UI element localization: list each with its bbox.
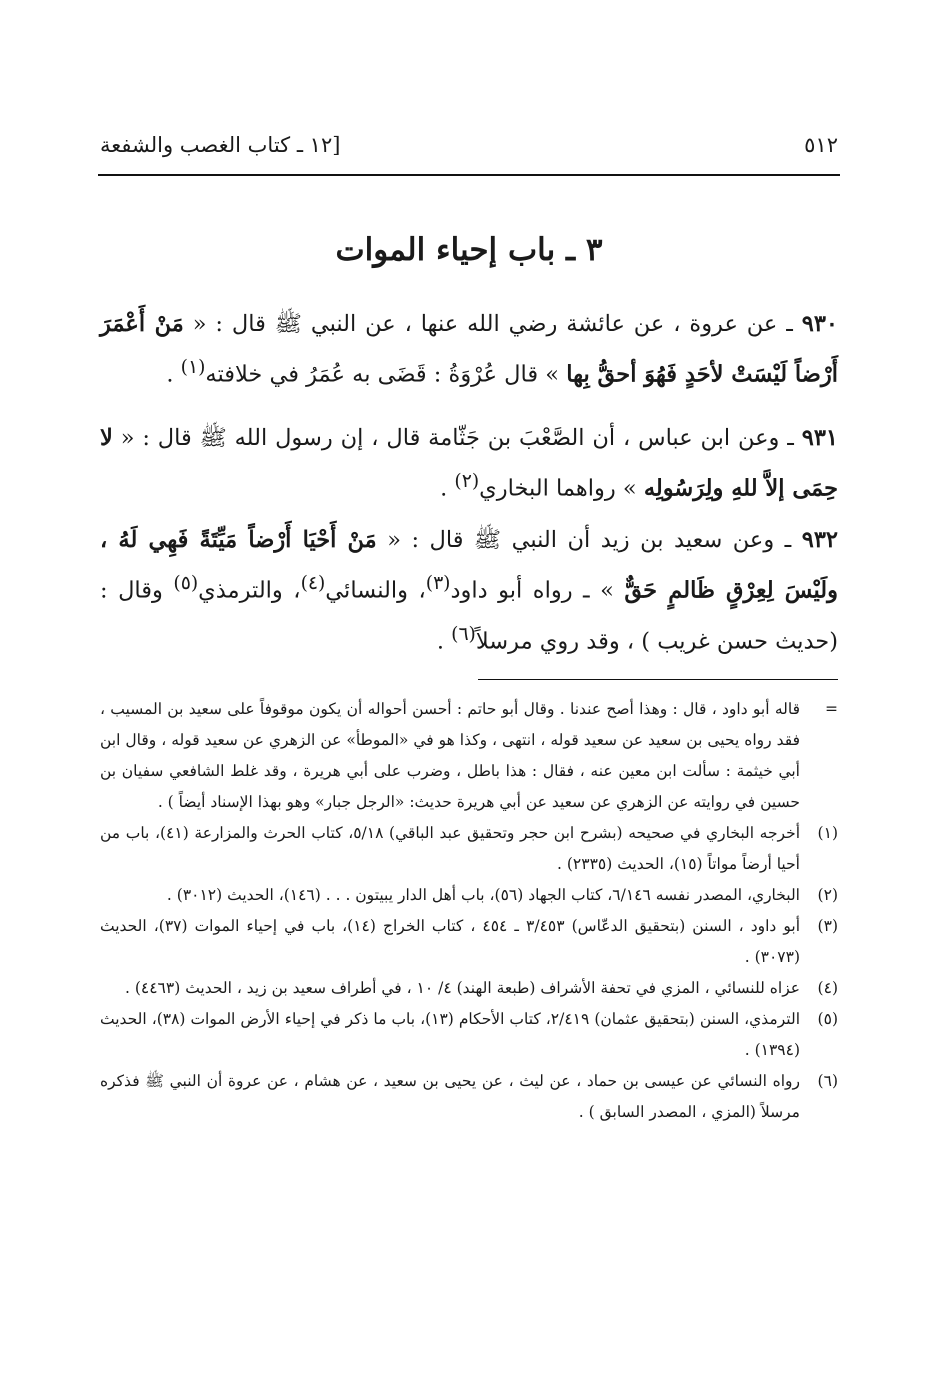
- footnote-number: (٥): [817, 1010, 838, 1028]
- footnote-text: الترمذي، السنن (بتحقيق عثمان) ٢/٤١٩، كتاب الأحكام (١٣)، باب ما ذكر في إحياء الأرض الموات (٣٨)، الحديث (١٣٩٤) .: [100, 1010, 800, 1059]
- hadith-intro: ـ عن عروة ، عن عائشة رضي الله عنها ، عن النبي ﷺ قال : «: [192, 311, 793, 337]
- footnote-number: (٤): [817, 979, 838, 997]
- footnote-text: أخرجه البخاري في صحيحه (بشرح ابن حجر وتحقيق عبد الباقي) ٥/١٨، كتاب الحرث والمزارعة (٤١)، باب من أحيا أرضاً مواتاً (١٥)، الحديث (٢٣٣٥) .: [100, 824, 800, 873]
- hadith-outro: » ـ رواه أبو داود: [450, 577, 614, 604]
- hadith-matn: مَنْ أَحْيَا أَرْضاً مَيِّتَةً فَهِي لَهُ ، ولَيْسَ لِعِرْقٍ ظَالمٍ حَقٌّ: [100, 527, 839, 604]
- footnote-number: (١): [817, 824, 838, 842]
- hadith-931: [100, 416, 838, 511]
- footnote-3: [100, 911, 838, 973]
- footnote-ref: (٦): [451, 623, 476, 645]
- hadith-intro: ـ وعن ابن عباس ، أن الصَّعْبَ بن جَثّامة قال ، إن رسول الله ﷺ قال : «: [120, 425, 794, 451]
- hadith-number: ٩٣٠: [801, 311, 839, 337]
- hadith-930: [100, 302, 838, 397]
- chapter-title: ٣ ـ باب إحياء الموات: [335, 232, 603, 268]
- hadith-source: ، والنسائي: [325, 577, 426, 604]
- footnote-text: قاله أبو داود ، قال : وهذا أصح عندنا . وقال أبو حاتم : أحسن أحواله أن يكون موقوفاً على سعيد بن المسيب ، فقد رواه يحيى بن سعيد عن سعيد قوله ، انتهى ، وكذا هو في «الموطأ» عن الزهري عن سعيد قوله ، وقال ابن أبي خيثمة : سألت ابن معين عنه ، فقال : هذا باطل ، وضرب على أبي هريرة ، وقد غلط الشافعي سفيان بن حسين في روايته عن الزهري عن سعيد عن أبي هريرة حديث: «الرجل جبار» وهو بهذا الإسناد أيضاً ) .: [100, 700, 800, 811]
- hadith-end: .: [436, 628, 444, 654]
- footnote-number: (٢): [817, 886, 838, 904]
- hadith-end: .: [166, 361, 174, 388]
- hadith-end: .: [440, 475, 448, 502]
- hadith-outro: » قال عُرْوَةُ : قَضَى به عُمَرُ في خلافته: [205, 361, 560, 388]
- footnote-1: [100, 818, 838, 880]
- hadith-matn: لا حِمَى إلاَّ للهِ ولِرَسُولِه: [100, 425, 838, 502]
- hadith-intro: ـ وعن سعيد بن زيد أن النبي ﷺ قال : «: [387, 527, 792, 553]
- footnote-2: [100, 880, 838, 911]
- hadith-matn: مَنْ أَعْمَرَ أَرْضاً لَيْسَتْ لأحَدٍ فَهُوَ أحقُّ بِها: [100, 311, 838, 388]
- running-title: [١٢ ـ كتاب الغصب والشفعة: [100, 133, 341, 157]
- hadith-number: ٩٣١: [801, 425, 838, 451]
- footnote-6: [100, 1066, 838, 1128]
- footnote-ref: (٣): [425, 573, 451, 594]
- hadith-outro: » رواهما البخاري: [479, 475, 637, 502]
- footnote-text: أبو داود ، السنن (بتحقيق الدعّاس) ٣/٤٥٣ ـ ٤٥٤ ، كتاب الخراج (١٤)، باب في إحياء الموات (٣٧)، الحديث (٣٠٧٣) .: [100, 917, 800, 966]
- footnote-text: رواه النسائي عن عيسى بن حماد ، عن ليث ، عن يحيى بن سعيد ، عن هشام ، عن عروة أن النبي ﷺ فذكره مرسلاً (المزي ، المصدر السابق ) .: [100, 1072, 800, 1121]
- hadith-source: ، والترمذي: [198, 577, 301, 604]
- hadith-932: [100, 518, 838, 663]
- footnote-number: (٣): [817, 917, 838, 935]
- page-header: [100, 126, 838, 164]
- footnote-5: [100, 1004, 838, 1066]
- footnote-text: عزاه للنسائي ، المزي في تحفة الأشراف (طبعة الهند) ٤/ ١٠ ، في أطراف سعيد بن زيد ، الحديث (٤٤٦٣) .: [125, 979, 800, 997]
- hadith-grading: وقال : (حديث حسن غريب ) ، وقد روي مرسلاً: [100, 577, 838, 654]
- footnote-number: (٦): [817, 1072, 838, 1090]
- footnote-continuation: [100, 694, 838, 818]
- footnote-ref: (٢): [454, 471, 480, 492]
- footnote-text: البخاري، المصدر نفسه ٦/١٤٦، كتاب الجهاد (٥٦)، باب أهل الدار يبيتون . . . (١٤٦)، الحديث (٣٠١٢) .: [166, 886, 800, 904]
- header-rule: [98, 174, 840, 176]
- footnote-ref: (١): [180, 357, 206, 378]
- footnote-4: [100, 973, 838, 1004]
- footnote-ref: (٥): [173, 573, 199, 594]
- footnote-marker: =: [825, 700, 838, 718]
- footnote-separator: [478, 679, 838, 680]
- hadith-number: ٩٣٢: [801, 527, 839, 553]
- footnotes: [100, 694, 838, 1128]
- footnote-ref: (٤): [300, 573, 326, 594]
- page-number: ٥١٢: [804, 133, 838, 157]
